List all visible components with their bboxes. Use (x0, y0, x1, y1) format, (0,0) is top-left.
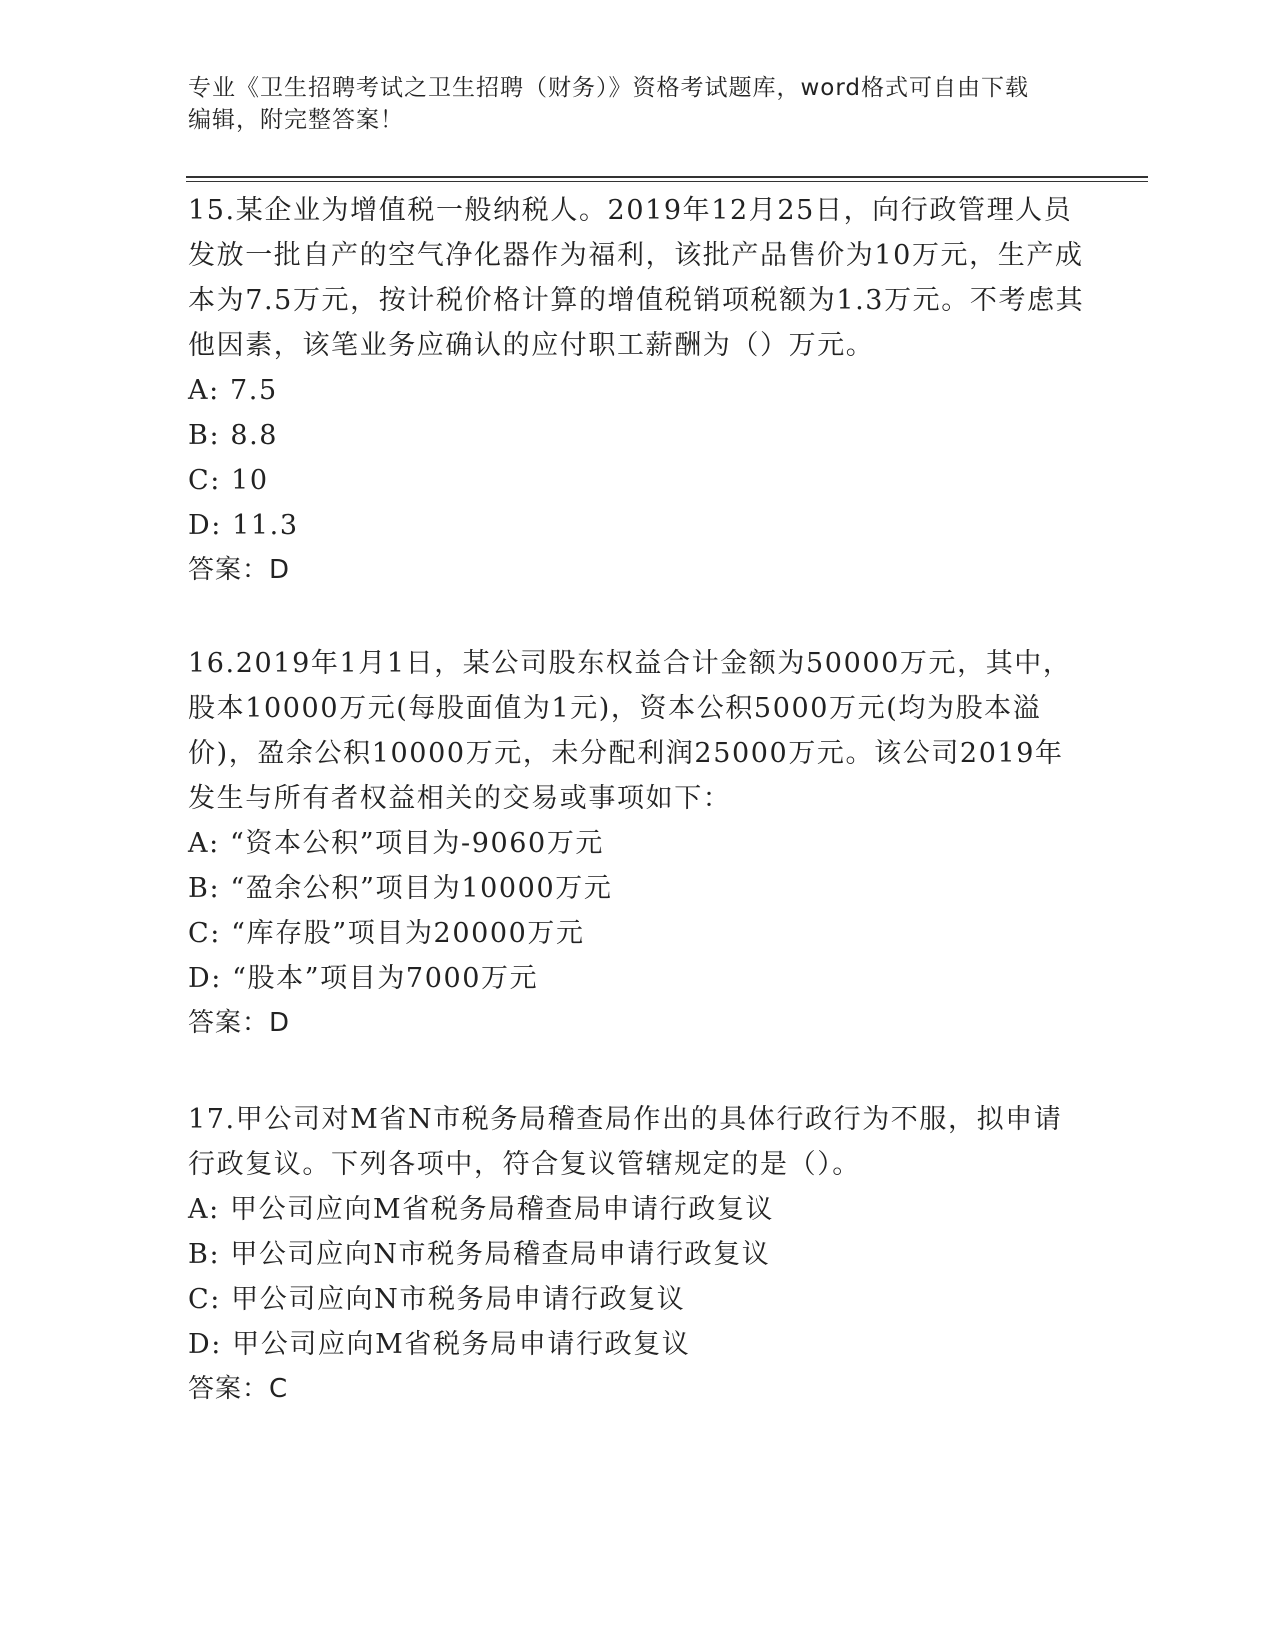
answer: 答案：D (188, 555, 291, 585)
header-line-2: 编辑，附完整答案！ (188, 107, 404, 133)
header-divider-thin (186, 181, 1148, 182)
question-16 (188, 641, 1088, 1046)
question-17 (188, 1097, 1088, 1412)
option-d: D: 11.3 (188, 510, 299, 541)
question-stem: 15.某企业为增值税一般纳税人。2019年12月25日，向行政管理人员发放一批自产的空气净化器作为福利，该批产品售价为10万元，生产成本为7.5万元，按计税价格计算的增值税销项税额为1.3万元。不考虑其他因素，该笔业务应确认的应付职工薪酬为（）万元。 (188, 195, 1085, 361)
header-line-1: 专业《卫生招聘考试之卫生招聘（财务）》资格考试题库，word格式可自由下载 (188, 75, 1030, 101)
option-a: A: 7.5 (188, 375, 278, 406)
option-a: A: 甲公司应向M省税务局稽查局申请行政复议 (188, 1194, 775, 1225)
option-b: B: “盈余公积”项目为10000万元 (188, 873, 613, 904)
option-b: B: 8.8 (188, 420, 279, 451)
question-stem: 17.甲公司对M省N市税务局稽查局作出的具体行政行为不服，拟申请行政复议。下列各项中，符合复议管辖规定的是（）。 (188, 1104, 1063, 1180)
option-a: A: “资本公积”项目为-9060万元 (188, 828, 605, 859)
option-c: C: 甲公司应向N市税务局申请行政复议 (188, 1284, 686, 1315)
option-d: D: 甲公司应向M省税务局申请行政复议 (188, 1329, 691, 1360)
answer: 答案：C (188, 1374, 289, 1404)
option-d: D: “股本”项目为7000万元 (188, 963, 539, 994)
document-header (188, 72, 1088, 136)
question-stem: 16.2019年1月1日，某公司股东权益合计金额为50000万元，其中，股本10000万元(每股面值为1元)，资本公积5000万元(均为股本溢价)，盈余公积10000万元，未分配利润25000万元。该公司2019年发生与所有者权益相关的交易或事项如下： (188, 648, 1072, 814)
question-15 (188, 188, 1088, 593)
option-c: C: “库存股”项目为20000万元 (188, 918, 585, 949)
header-divider-thick (186, 176, 1148, 178)
option-b: B: 甲公司应向N市税务局稽查局申请行政复议 (188, 1239, 771, 1270)
option-c: C: 10 (188, 465, 269, 496)
answer: 答案：D (188, 1008, 291, 1038)
